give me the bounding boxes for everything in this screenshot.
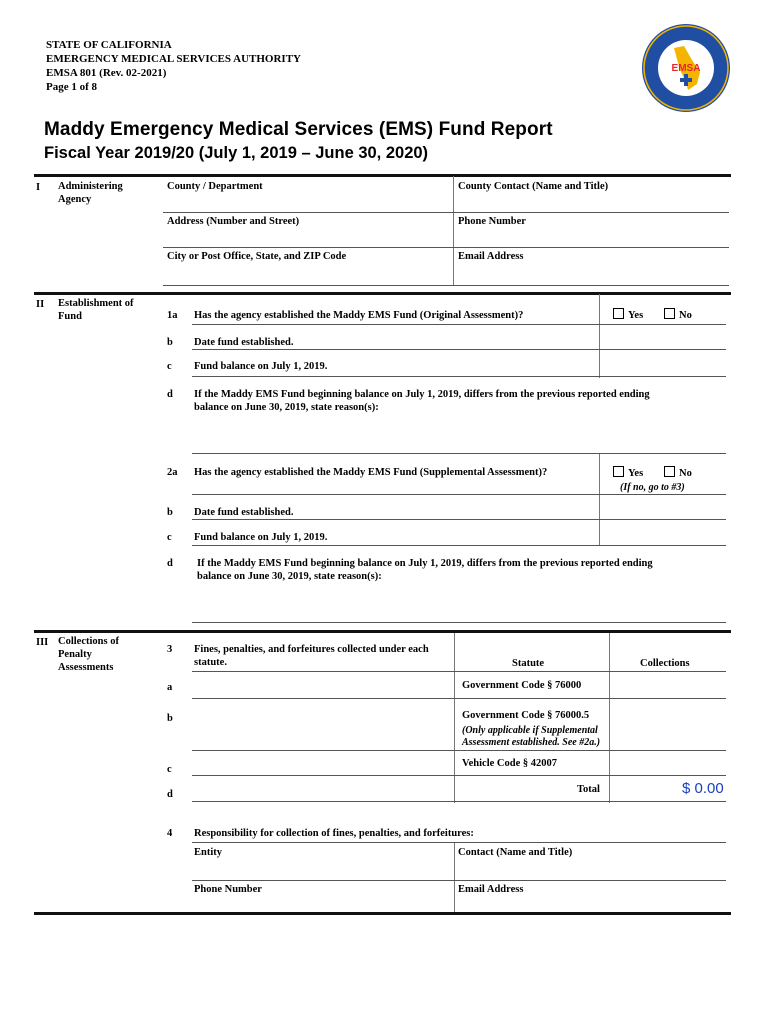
- q2a-rule: [192, 494, 726, 495]
- q2a-skip-note: (If no, go to #3): [620, 482, 685, 493]
- q2d-reason-field[interactable]: [192, 622, 726, 623]
- city-label: City or Post Office, State, and ZIP Code: [167, 251, 347, 262]
- q3-number: 3: [167, 644, 173, 655]
- q1d-reason-field[interactable]: [192, 453, 726, 454]
- q2c-number: c: [167, 532, 172, 543]
- city-field[interactable]: [163, 285, 729, 286]
- row-a-letter: a: [167, 682, 173, 693]
- entity-field[interactable]: [192, 880, 726, 881]
- q1b-number: b: [167, 337, 173, 348]
- page-title: Maddy Emergency Medical Services (EMS) Fund Report: [44, 119, 553, 140]
- section-number: I: [36, 182, 41, 193]
- section-label: Establishment of Fund: [58, 298, 134, 322]
- county-dept-field[interactable]: [163, 212, 729, 213]
- q1a-question: Has the agency established the Maddy EMS Fund (Original Assessment)?: [194, 310, 524, 321]
- q2a-yes-option[interactable]: Yes: [613, 466, 643, 479]
- page-number: Page 1 of 8: [46, 81, 98, 93]
- q2d-question: If the Maddy EMS Fund beginning balance on July 1, 2019, differs from the previous reported ending balance on June 30, 2019, state reason(s):: [197, 558, 653, 582]
- phone-label: Phone Number: [194, 884, 262, 895]
- column-divider: [453, 176, 454, 286]
- q1b-date-field[interactable]: [192, 349, 726, 350]
- q1a-no-option[interactable]: No: [664, 308, 692, 321]
- row-b-note: (Only applicable if Supplemental Assessment established. See #2a.): [462, 725, 601, 748]
- address-field[interactable]: [163, 247, 729, 248]
- q1d-question: If the Maddy EMS Fund beginning balance on July 1, 2019, differs from the previous reported ending balance on June 30, 2019, state reason(s):: [194, 389, 650, 413]
- total-collections-value[interactable]: $ 0.00: [682, 780, 724, 797]
- table-header-rule: [192, 671, 726, 672]
- q1c-number: c: [167, 361, 172, 372]
- county-dept-label: County / Department: [167, 181, 263, 192]
- row-c-letter: c: [167, 764, 172, 775]
- entity-label: Entity: [194, 847, 223, 858]
- section-number: II: [36, 299, 45, 310]
- q3-question: Fines, penalties, and forfeitures collected under each statute.: [194, 644, 429, 668]
- answer-column-divider: [599, 454, 600, 546]
- q4-question: Responsibility for collection of fines, penalties, and forfeitures:: [194, 828, 474, 839]
- agency-line: EMERGENCY MEDICAL SERVICES AUTHORITY: [46, 53, 301, 65]
- statute-column-divider: [454, 633, 455, 803]
- state-line: STATE OF CALIFORNIA: [46, 39, 172, 51]
- q2b-question: Date fund established.: [194, 507, 294, 518]
- answer-column-divider: [599, 294, 600, 378]
- section-divider: [34, 630, 731, 633]
- emsa-seal-logo: [640, 22, 732, 114]
- q4-number: 4: [167, 828, 173, 839]
- q1a-yes-option[interactable]: Yes: [613, 308, 643, 321]
- county-contact-label: County Contact (Name and Title): [458, 181, 609, 192]
- row-c-statute: Vehicle Code § 42007: [462, 758, 557, 769]
- q1c-balance-field[interactable]: [192, 376, 726, 377]
- checkbox-icon[interactable]: [664, 308, 675, 319]
- q1d-number: d: [167, 389, 173, 400]
- q1b-question: Date fund established.: [194, 337, 294, 348]
- q2a-question: Has the agency established the Maddy EMS Fund (Supplemental Assessment)?: [194, 467, 548, 478]
- row-c-collections-field[interactable]: [192, 775, 726, 776]
- address-label: Address (Number and Street): [167, 216, 300, 227]
- section-divider: [34, 292, 731, 295]
- row-b-letter: b: [167, 713, 173, 724]
- checkbox-icon[interactable]: [613, 308, 624, 319]
- q2c-balance-field[interactable]: [192, 545, 726, 546]
- q2a-no-option[interactable]: No: [664, 466, 692, 479]
- row-a-collections-field[interactable]: [192, 698, 726, 699]
- phone-label: Phone Number: [458, 216, 526, 227]
- email-label: Email Address: [458, 884, 524, 895]
- q4-rule: [192, 842, 726, 843]
- section-divider: [34, 174, 731, 177]
- q1a-rule: [192, 324, 726, 325]
- q2a-number: 2a: [167, 467, 178, 478]
- checkbox-icon[interactable]: [613, 466, 624, 477]
- form-header: [46, 38, 301, 94]
- row-b-statute: Government Code § 76000.5: [462, 710, 590, 721]
- form-bottom-rule: [34, 912, 731, 915]
- section-number: III: [36, 637, 49, 648]
- total-rule: [192, 801, 726, 802]
- q2d-number: d: [167, 558, 173, 569]
- row-b-collections-field[interactable]: [192, 750, 726, 751]
- contact-label: Contact (Name and Title): [458, 847, 573, 858]
- section-label: Collections of Penalty Assessments: [58, 636, 119, 673]
- q2b-number: b: [167, 507, 173, 518]
- row-a-statute: Government Code § 76000: [462, 680, 582, 691]
- form-number: EMSA 801 (Rev. 02-2021): [46, 67, 167, 79]
- page-subtitle: Fiscal Year 2019/20 (July 1, 2019 – June 30, 2020): [44, 144, 429, 162]
- q1a-number: 1a: [167, 310, 178, 321]
- collections-column-header: Collections: [640, 658, 690, 669]
- collections-column-divider: [609, 633, 610, 803]
- row-d-letter: d: [167, 789, 173, 800]
- checkbox-icon[interactable]: [664, 466, 675, 477]
- q2c-question: Fund balance on July 1, 2019.: [194, 532, 328, 543]
- section-label: Administering Agency: [58, 181, 123, 205]
- q2b-date-field[interactable]: [192, 519, 726, 520]
- q1c-question: Fund balance on July 1, 2019.: [194, 361, 328, 372]
- total-label: Total: [577, 784, 600, 795]
- svg-text:EMSA: EMSA: [671, 63, 701, 74]
- q4-column-divider: [454, 843, 455, 914]
- email-label: Email Address: [458, 251, 524, 262]
- statute-column-header: Statute: [512, 658, 545, 669]
